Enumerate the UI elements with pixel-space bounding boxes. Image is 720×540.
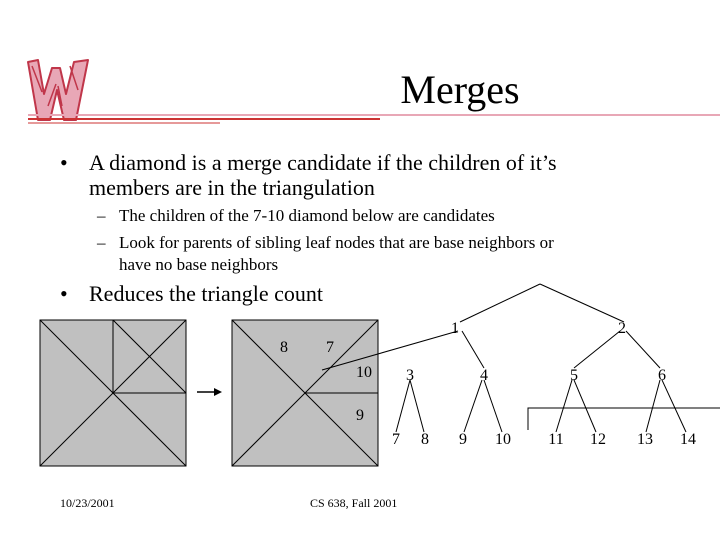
tree-node-4: 4 <box>480 367 488 384</box>
sub-bullet-text-line: The children of the 7-10 diamond below are candidates <box>119 206 495 225</box>
mesh-after <box>232 320 378 466</box>
merge-arrow <box>197 388 222 396</box>
mesh-label-8: 8 <box>280 339 288 356</box>
tree-node-2: 2 <box>618 320 626 337</box>
sub-bullet-marker: – <box>97 233 106 252</box>
tree-node-8: 8 <box>421 431 429 448</box>
tree-node-10: 10 <box>495 431 511 448</box>
sub-bullet-text-line: Look for parents of sibling leaf nodes that are base neighbors or <box>119 233 554 252</box>
sub-bullet-text-line: have no base neighbors <box>119 255 279 274</box>
mesh-before <box>40 320 186 466</box>
bullet-marker: • <box>60 281 68 306</box>
bullet-text-line: Reduces the triangle count <box>89 281 323 306</box>
bullet-marker: • <box>60 150 68 175</box>
tree-node-5: 5 <box>570 367 578 384</box>
tree-node-12: 12 <box>590 431 606 448</box>
mesh-label-9: 9 <box>356 407 364 424</box>
tree-node-9: 9 <box>459 431 467 448</box>
mesh-label-10: 10 <box>356 364 372 381</box>
sub-bullet-marker: – <box>97 206 106 225</box>
bullet-text-line: A diamond is a merge candidate if the children of it’s <box>89 150 557 175</box>
tree-node-1: 1 <box>451 320 459 337</box>
tree-node-6: 6 <box>658 367 666 384</box>
mesh-label-7: 7 <box>326 339 334 356</box>
tree-node-11: 11 <box>548 431 564 448</box>
tree-node-3: 3 <box>406 367 414 384</box>
slide-title: Merges <box>400 67 520 112</box>
tree-edges <box>322 284 720 432</box>
bullet-text-line: members are in the triangulation <box>89 175 375 200</box>
tree-node-7: 7 <box>392 431 400 448</box>
footer-date: 10/23/2001 <box>60 496 115 510</box>
footer-course: CS 638, Fall 2001 <box>310 496 398 510</box>
tree-node-13: 13 <box>637 431 653 448</box>
tree-node-14: 14 <box>680 431 696 448</box>
